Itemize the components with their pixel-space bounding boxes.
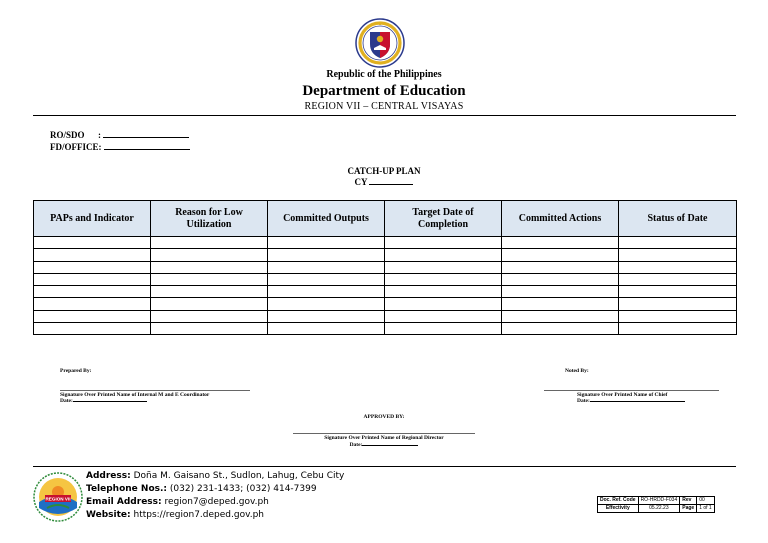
- table-cell[interactable]: [385, 237, 502, 249]
- approved-date-blank[interactable]: [362, 442, 418, 446]
- table-cell[interactable]: [151, 286, 268, 298]
- table-cell[interactable]: [385, 286, 502, 298]
- noted-date-blank[interactable]: [590, 398, 685, 402]
- table-cell[interactable]: [151, 298, 268, 310]
- table-cell[interactable]: [268, 323, 385, 335]
- doc-ref-page-label: Page: [680, 505, 697, 513]
- col-committed-outputs: Committed Outputs: [268, 201, 385, 237]
- col-target-date: Target Date of Completion: [385, 201, 502, 237]
- table-cell[interactable]: [151, 237, 268, 249]
- table-cell[interactable]: [502, 310, 619, 322]
- table-cell[interactable]: [385, 249, 502, 261]
- table-row: [34, 237, 737, 249]
- table-cell[interactable]: [385, 273, 502, 285]
- approved-date-label: Date:: [349, 442, 363, 448]
- website-label: Website:: [86, 510, 131, 520]
- telephone-value: (032) 231-1433; (032) 414-7399: [169, 484, 317, 494]
- table-cell[interactable]: [34, 249, 151, 261]
- table-cell[interactable]: [619, 249, 737, 261]
- table-cell[interactable]: [619, 310, 737, 322]
- table-cell[interactable]: [502, 273, 619, 285]
- table-row: [598, 497, 715, 505]
- approved-signature-line: [293, 433, 475, 434]
- table-cell[interactable]: [151, 273, 268, 285]
- doc-ref-code-label: Doc. Ref. Code: [598, 497, 639, 505]
- header-divider: [33, 115, 736, 116]
- table-cell[interactable]: [268, 237, 385, 249]
- address-label: Address:: [86, 471, 131, 481]
- table-cell[interactable]: [151, 323, 268, 335]
- table-cell[interactable]: [502, 261, 619, 273]
- col-committed-actions: Committed Actions: [502, 201, 619, 237]
- prepared-date-field: [60, 398, 147, 404]
- email-label: Email Address:: [86, 497, 162, 507]
- table-row: [598, 505, 715, 513]
- table-cell[interactable]: [502, 298, 619, 310]
- address-line: [86, 471, 344, 481]
- table-cell[interactable]: [268, 249, 385, 261]
- table-cell[interactable]: [34, 237, 151, 249]
- ro-sdo-label: RO/SDO :: [50, 130, 102, 140]
- col-paps-indicator: PAPs and Indicator: [34, 201, 151, 237]
- table-row: [34, 310, 737, 322]
- ro-sdo-field: [50, 130, 189, 140]
- ro-sdo-blank[interactable]: [103, 130, 189, 138]
- table-row: [34, 286, 737, 298]
- table-cell[interactable]: [268, 261, 385, 273]
- doc-ref-effectivity-value: 05.22.23: [638, 505, 680, 513]
- fd-office-field: [50, 142, 190, 152]
- table-cell[interactable]: [268, 273, 385, 285]
- prepared-date-label: Date:: [60, 398, 73, 404]
- doc-ref-rev-label: Rev: [680, 497, 697, 505]
- catch-up-plan-table: [33, 200, 737, 335]
- fd-office-label: FD/OFFICE:: [50, 142, 102, 152]
- noted-by-label: Noted By:: [565, 368, 589, 374]
- prepared-signature-line: [60, 390, 250, 391]
- doc-ref-rev-value: 00: [697, 497, 715, 505]
- table-row: [34, 249, 737, 261]
- noted-signature-line: [544, 390, 719, 391]
- table-cell[interactable]: [502, 249, 619, 261]
- deped-seal-logo: [355, 18, 405, 68]
- address-value: Doña M. Gaisano St., Sudlon, Lahug, Cebu City: [133, 471, 345, 481]
- plan-title: CATCH-UP PLAN: [347, 166, 421, 176]
- republic-heading: Republic of the Philippines: [326, 69, 442, 80]
- table-row: [34, 261, 737, 273]
- table-row: [34, 273, 737, 285]
- table-cell[interactable]: [151, 310, 268, 322]
- approved-date-field: [0, 442, 768, 448]
- region-heading: REGION VII – CENTRAL VISAYAS: [304, 101, 464, 112]
- col-status-of-date: Status of Date: [619, 201, 737, 237]
- fd-office-blank[interactable]: [104, 142, 190, 150]
- doc-ref-page-value: 1 of 1: [697, 505, 715, 513]
- cy-blank[interactable]: [369, 178, 413, 185]
- approved-signature-caption: Signature Over Printed Name of Regional Director: [324, 435, 444, 441]
- email-value[interactable]: region7@deped.gov.ph: [164, 497, 269, 507]
- table-cell[interactable]: [268, 286, 385, 298]
- table-cell[interactable]: [34, 261, 151, 273]
- table-cell[interactable]: [34, 323, 151, 335]
- table-cell[interactable]: [385, 261, 502, 273]
- table-cell[interactable]: [385, 323, 502, 335]
- website-line: [86, 510, 264, 520]
- col-reason-low-utilization: Reason for Low Utilization: [151, 201, 268, 237]
- table-cell[interactable]: [619, 286, 737, 298]
- table-cell[interactable]: [619, 298, 737, 310]
- table-cell[interactable]: [385, 298, 502, 310]
- table-cell[interactable]: [502, 286, 619, 298]
- prepared-signature-caption: Signature Over Printed Name of Internal M and E Coordinator: [60, 392, 210, 398]
- footer-divider: [33, 466, 736, 467]
- noted-signature-caption: Signature Over Printed Name of Chief: [577, 392, 668, 398]
- table-cell[interactable]: [619, 273, 737, 285]
- table-cell[interactable]: [34, 310, 151, 322]
- region-vii-logo: [33, 472, 83, 522]
- table-cell[interactable]: [268, 310, 385, 322]
- table-cell[interactable]: [268, 298, 385, 310]
- table-cell[interactable]: [151, 249, 268, 261]
- approved-by-label: APPROVED BY:: [363, 414, 405, 420]
- table-cell[interactable]: [151, 261, 268, 273]
- table-row: [34, 323, 737, 335]
- table-cell[interactable]: [385, 310, 502, 322]
- doc-ref-table: [597, 496, 715, 513]
- prepared-date-blank[interactable]: [73, 398, 147, 402]
- cy-label: CY: [354, 177, 368, 187]
- telephone-label: Telephone Nos.:: [86, 484, 168, 494]
- noted-date-label: Date:: [577, 398, 590, 404]
- department-heading: Department of Education: [302, 83, 466, 99]
- noted-date-field: [577, 398, 685, 404]
- email-line: [86, 497, 269, 507]
- table-cell[interactable]: [502, 323, 619, 335]
- doc-ref-effectivity-label: Effectivity: [598, 505, 639, 513]
- telephone-line: [86, 484, 317, 494]
- table-cell[interactable]: [619, 261, 737, 273]
- table-cell[interactable]: [619, 323, 737, 335]
- region-logo-text: REGION VII: [45, 496, 71, 502]
- table-cell[interactable]: [502, 237, 619, 249]
- doc-ref-code-value: RO-HRDD-F034: [638, 497, 680, 505]
- table-cell[interactable]: [619, 237, 737, 249]
- table-header-row: [34, 201, 737, 237]
- table-row: [34, 298, 737, 310]
- prepared-by-label: Prepared By:: [60, 368, 92, 374]
- table-cell[interactable]: [34, 298, 151, 310]
- website-value[interactable]: https://region7.deped.gov.ph: [133, 510, 264, 520]
- table-cell[interactable]: [34, 273, 151, 285]
- table-cell[interactable]: [34, 286, 151, 298]
- cy-field: [0, 177, 768, 187]
